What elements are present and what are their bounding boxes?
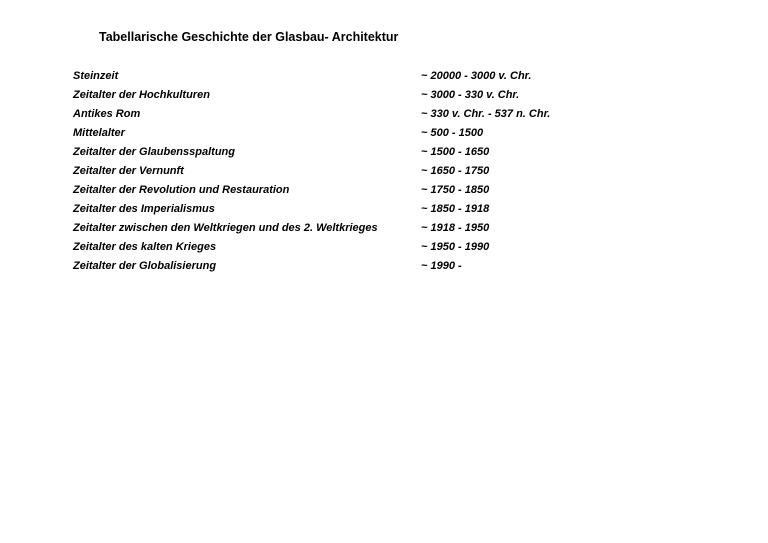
table-row [73, 68, 633, 87]
era-name: Zeitalter der Vernunft [73, 165, 184, 177]
table-row [73, 182, 633, 201]
era-table [73, 68, 633, 277]
era-name: Zeitalter des Imperialismus [73, 203, 215, 215]
table-row [73, 201, 633, 220]
era-period: ~ 1950 - 1990 [421, 241, 490, 253]
era-period: ~ 1850 - 1918 [421, 203, 490, 215]
era-name: Zeitalter der Hochkulturen [73, 89, 210, 101]
era-name: Mittelalter [73, 127, 125, 139]
table-row [73, 144, 633, 163]
table-row [73, 220, 633, 239]
era-period: ~ 3000 - 330 v. Chr. [421, 89, 520, 101]
table-row [73, 87, 633, 106]
era-period: ~ 1500 - 1650 [421, 146, 490, 158]
page-title: Tabellarische Geschichte der Glasbau- Architektur [99, 30, 399, 44]
era-period: ~ 1650 - 1750 [421, 165, 490, 177]
era-name: Steinzeit [73, 70, 119, 82]
era-name: Zeitalter der Globalisierung [73, 260, 217, 272]
era-period: ~ 500 - 1500 [421, 127, 484, 139]
era-period: ~ 1918 - 1950 [421, 222, 490, 234]
era-period: ~ 1750 - 1850 [421, 184, 490, 196]
era-period: ~ 330 v. Chr. - 537 n. Chr. [421, 108, 551, 120]
era-name: Zeitalter des kalten Krieges [73, 241, 217, 253]
era-period: ~ 1990 - [421, 260, 462, 272]
era-name: Antikes Rom [73, 108, 141, 120]
table-row [73, 258, 633, 277]
era-period: ~ 20000 - 3000 v. Chr. [421, 70, 532, 82]
table-row [73, 106, 633, 125]
table-row [73, 125, 633, 144]
era-name: Zeitalter der Glaubensspaltung [73, 146, 235, 158]
table-row [73, 239, 633, 258]
era-name: Zeitalter der Revolution und Restauration [73, 184, 290, 196]
table-row [73, 163, 633, 182]
era-name: Zeitalter zwischen den Weltkriegen und des 2. Weltkrieges [73, 222, 378, 234]
